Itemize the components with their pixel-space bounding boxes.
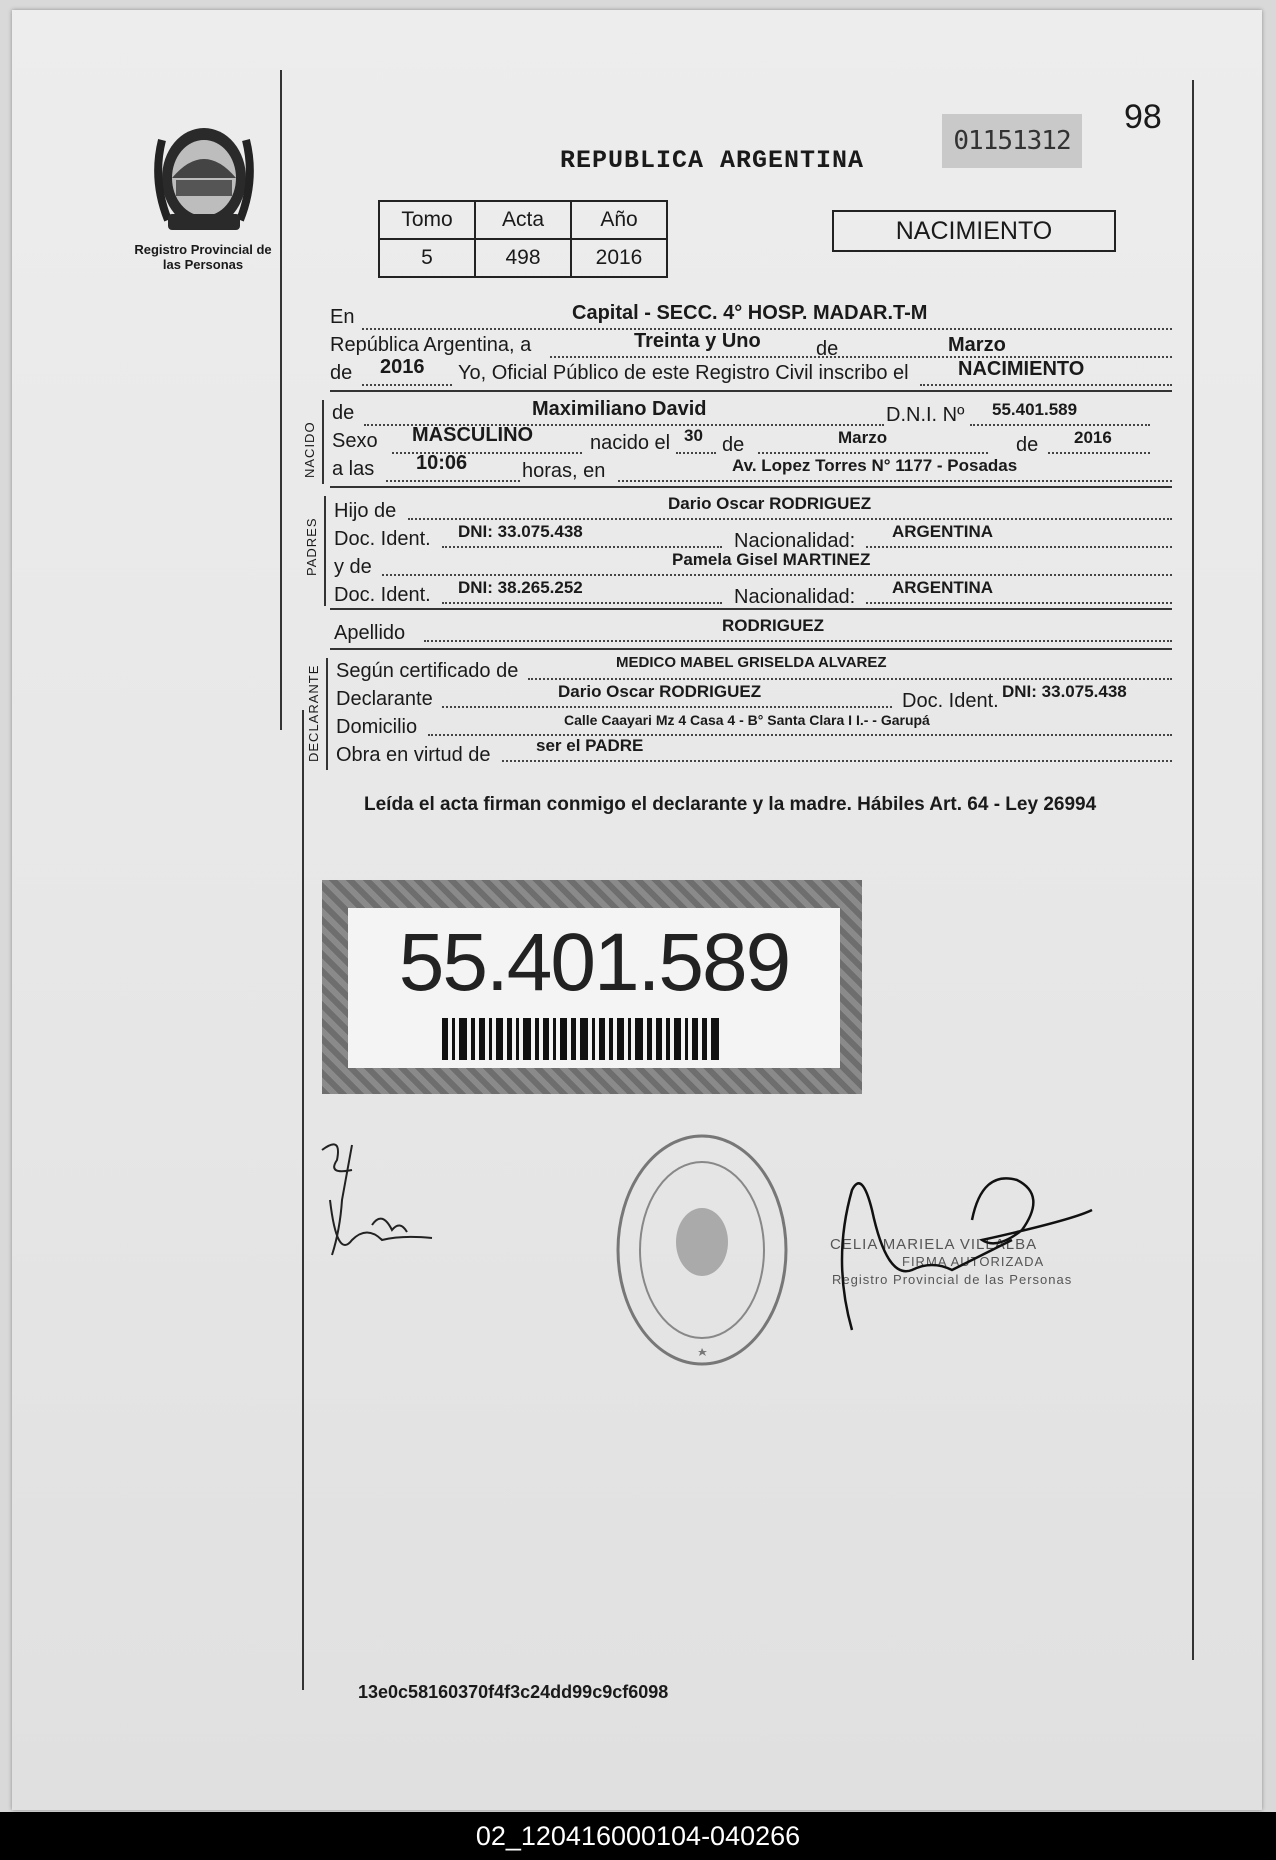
value-padre-doc: DNI: 33.075.438 <box>458 522 583 541</box>
value-mes-texto: Marzo <box>948 334 1006 356</box>
register-value-tomo: 5 <box>379 239 475 277</box>
dots-declarante <box>442 706 892 708</box>
label-horas: horas, en <box>522 460 606 482</box>
register-header-anio: Año <box>571 201 667 239</box>
label-declarante: Declarante <box>336 688 433 710</box>
bracket-nacido <box>322 400 324 484</box>
value-certificado: MEDICO MABEL GRISELDA ALVAREZ <box>616 654 887 671</box>
id-number-sticker <box>322 880 862 1094</box>
document-hash: 13e0c58160370f4f3c24dd99c9cf6098 <box>358 1682 669 1702</box>
label-hijo: Hijo de <box>334 500 397 522</box>
register-value-acta: 498 <box>475 239 571 277</box>
section-declarante: DECLARANTE <box>306 664 321 762</box>
value-nombre: Maximiliano David <box>532 398 707 420</box>
provincial-crest-icon <box>148 120 260 238</box>
bracket-declarante <box>326 658 328 770</box>
value-lugar: Capital - SECC. 4° HOSP. MADAR.T-M <box>572 302 928 324</box>
dots-dni <box>970 424 1150 426</box>
value-madre-doc: DNI: 38.265.252 <box>458 578 583 597</box>
dots-lugar-nac <box>618 480 1172 482</box>
signature-declarant-icon <box>312 1130 442 1260</box>
register-table <box>378 200 668 278</box>
label-nac-padre: Nacionalidad: <box>734 530 856 552</box>
label-de-anio: de <box>330 362 353 384</box>
label-de-nombre: de <box>332 402 355 424</box>
label-segun: Según certificado de <box>336 660 519 682</box>
value-sexo: MASCULINO <box>412 424 534 446</box>
value-hora: 10:06 <box>416 452 468 474</box>
document-title: REPUBLICA ARGENTINA <box>560 146 865 175</box>
file-id-footer: 02_120416000104-040266 <box>0 1812 1276 1860</box>
closing-statement: Leída el acta firman conmigo el declarante y la madre. Hábiles Art. 64 - Ley 26994 <box>364 794 1097 815</box>
dots-dia <box>676 452 716 454</box>
id-sticker-inner <box>348 908 840 1068</box>
dots-hora <box>386 480 520 482</box>
label-sexo: Sexo <box>332 430 378 452</box>
crest-caption: Registro Provincial de las Personas <box>134 242 272 272</box>
official-name: CELIA MARIELA VILLALBA <box>830 1236 1038 1253</box>
dots-apellido <box>424 640 1172 642</box>
rule-2 <box>330 486 1172 488</box>
value-padre: Dario Oscar RODRIGUEZ <box>668 494 872 513</box>
rule-1 <box>330 390 1172 392</box>
dots-mes <box>758 452 988 454</box>
label-nacido: nacido el <box>590 432 671 454</box>
rule-4 <box>330 648 1172 650</box>
value-declarante: Dario Oscar RODRIGUEZ <box>558 682 762 701</box>
certificate-page <box>12 10 1262 1810</box>
label-doc-madre: Doc. Ident. <box>334 584 431 606</box>
label-de-anio-nac: de <box>1016 434 1039 456</box>
label-en: En <box>330 306 355 328</box>
id-sticker-number: 55.401.589 <box>398 917 790 1008</box>
value-padre-nac: ARGENTINA <box>892 522 994 541</box>
dots-en <box>362 328 1172 330</box>
inner-margin-line <box>302 710 304 1690</box>
dots-inscribo <box>920 384 1172 386</box>
value-madre-nac: ARGENTINA <box>892 578 994 597</box>
label-doc-declarante: Doc. Ident. <box>902 690 999 712</box>
dots-nac-madre <box>866 602 1172 604</box>
value-dia: 30 <box>684 426 703 445</box>
signature-official-icon <box>832 1160 1102 1340</box>
dots-doc-madre <box>442 602 722 604</box>
page-number: 98 <box>1124 98 1162 136</box>
value-obra: ser el PADRE <box>536 736 644 755</box>
record-type-box: NACIMIENTO <box>832 210 1116 252</box>
dots-anio-nac <box>1048 452 1150 454</box>
dots-doc-padre <box>442 546 722 548</box>
label-republica: República Argentina, a <box>330 334 532 356</box>
section-padres: PADRES <box>304 517 319 576</box>
register-header-acta: Acta <box>475 201 571 239</box>
rule-3 <box>330 608 1172 610</box>
label-a-las: a las <box>332 458 375 480</box>
label-yo: Yo, Oficial Público de este Registro Civil inscribo el <box>458 362 909 384</box>
value-inscribo: NACIMIENTO <box>958 358 1085 380</box>
label-nac-madre: Nacionalidad: <box>734 586 856 608</box>
barcode-icon <box>442 1018 742 1060</box>
value-declarante-doc: DNI: 33.075.438 <box>1002 682 1127 701</box>
label-domicilio: Domicilio <box>336 716 418 738</box>
register-header-tomo: Tomo <box>379 201 475 239</box>
value-mes: Marzo <box>838 428 888 447</box>
dots-nac-padre <box>866 546 1172 548</box>
serial-number: 01151312 <box>942 114 1082 168</box>
registry-seal-icon <box>612 1130 792 1370</box>
value-dni: 55.401.589 <box>992 400 1078 419</box>
label-dni: D.N.I. Nº <box>886 404 965 426</box>
value-domicilio: Calle Caayari Mz 4 Casa 4 - B° Santa Clara I I.- - Garupá <box>564 712 930 728</box>
official-role: FIRMA AUTORIZADA <box>902 1254 1045 1269</box>
dots-obra <box>502 760 1172 762</box>
dots-madre <box>382 574 1172 576</box>
label-de-mes-nac: de <box>722 434 745 456</box>
left-margin-line <box>280 70 282 730</box>
bracket-padres <box>324 496 326 606</box>
official-org: Registro Provincial de las Personas <box>832 1272 1073 1287</box>
value-anio: 2016 <box>380 356 425 378</box>
label-doc-padre: Doc. Ident. <box>334 528 431 550</box>
label-obra: Obra en virtud de <box>336 744 491 766</box>
value-madre: Pamela Gisel MARTINEZ <box>672 550 871 569</box>
dots-padre <box>408 518 1172 520</box>
register-value-row <box>379 239 667 277</box>
value-apellido: RODRIGUEZ <box>722 616 824 635</box>
label-apellido: Apellido <box>334 622 406 644</box>
label-y-de: y de <box>334 556 372 578</box>
value-anio-nac: 2016 <box>1074 428 1112 447</box>
dots-certificado <box>528 678 1172 680</box>
dots-anio <box>362 384 452 386</box>
section-nacido: NACIDO <box>302 421 317 478</box>
right-margin-line <box>1192 80 1194 1660</box>
register-value-anio: 2016 <box>571 239 667 277</box>
register-header-row <box>379 201 667 239</box>
label-de-mes: de <box>816 338 839 360</box>
value-lugar-nac: Av. Lopez Torres N° 1177 - Posadas <box>732 456 1018 475</box>
value-dia-texto: Treinta y Uno <box>634 330 761 352</box>
